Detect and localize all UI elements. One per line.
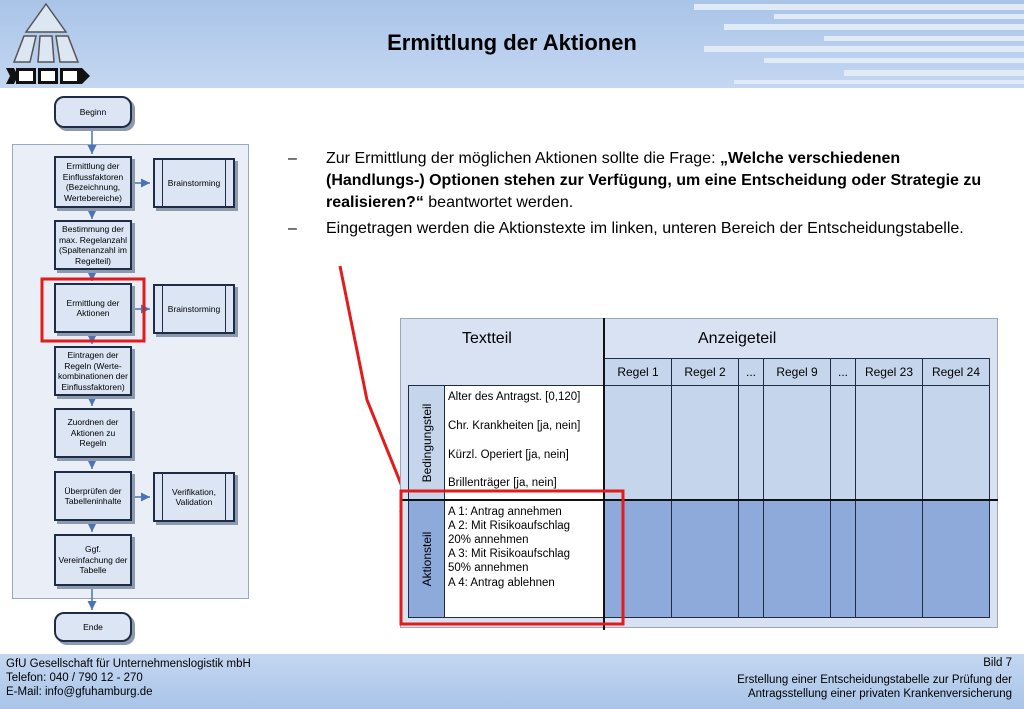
footer-phone: Telefon: 040 / 790 12 - 270 bbox=[6, 672, 143, 684]
bedingungsteil-label: Bedingungsteil bbox=[420, 403, 434, 483]
action-row: A 3: Mit Risikoaufschlag bbox=[448, 548, 571, 560]
flow-side-step-2: Brainstorming bbox=[153, 284, 235, 334]
bullet-1-post: beantwortet werden. bbox=[423, 194, 574, 211]
flow-step-1: Ermittlung der Einflussfaktoren (Bezeichnung, Wertebereiche) bbox=[54, 156, 132, 208]
rule-header: Regel 2 bbox=[671, 358, 739, 386]
table-textteil-label: Textteil bbox=[462, 330, 512, 347]
flow-side-step-3: Verifikation, Validation bbox=[153, 472, 235, 522]
flow-step-7: Ggf. Vereinfachung der Tabelle bbox=[54, 534, 132, 586]
condition-row: Alter des Antragst. [0,120] bbox=[448, 391, 581, 403]
action-row: A 2: Mit Risikoaufschlag bbox=[448, 520, 571, 532]
aktionsteil-label: Aktionsteil bbox=[420, 531, 434, 587]
action-row: 50% annehmen bbox=[448, 562, 529, 574]
rule-header: Regel 9 bbox=[763, 358, 831, 386]
condition-row: Kürzl. Operiert [ja, nein] bbox=[448, 449, 569, 461]
flow-step-4: Eintragen der Regeln (Werte-kombinationen der Einflussfaktoren) bbox=[54, 346, 132, 396]
flow-step-5: Zuordnen der Aktionen zu Regeln bbox=[54, 408, 132, 458]
footer-company: GfU Gesellschaft für Unternehmenslogistik mbH bbox=[6, 658, 251, 670]
rule-header: Regel 1 bbox=[604, 358, 672, 386]
bullet-1-pre: Zur Ermittlung der möglichen Aktionen sollte die Frage: bbox=[326, 150, 720, 167]
flow-start-node: Beginn bbox=[54, 96, 132, 128]
bullet-2-text: Eingetragen werden die Aktionstexte im linken, unteren Bereich der Entscheidungstabelle. bbox=[326, 220, 964, 237]
condition-row: Brillenträger [ja, nein] bbox=[448, 477, 557, 489]
bullet-dash: – bbox=[288, 150, 297, 167]
flow-step-6: Überprüfen der Tabelleninhalte bbox=[54, 471, 132, 521]
action-row: A 1: Antrag annehmen bbox=[448, 506, 562, 518]
rule-header: Regel 23 bbox=[855, 358, 923, 386]
footer-email: E-Mail: info@gfuhamburg.de bbox=[6, 686, 153, 698]
action-row: 20% annehmen bbox=[448, 534, 529, 546]
page-title: Ermittlung der Aktionen bbox=[387, 30, 637, 55]
bullet-dash: – bbox=[288, 220, 297, 237]
rule-header: ... bbox=[738, 358, 764, 386]
rule-header: Regel 24 bbox=[922, 358, 990, 386]
bullet-1-bold: „Welche verschiedenen (Handlungs-) Optionen stehen zur Verfügung, um eine Entscheidung oder Strategie zu realisieren?“ bbox=[326, 150, 982, 211]
condition-row: Chr. Krankheiten [ja, nein] bbox=[448, 420, 581, 432]
footer-subtitle-2: Antragsstellung einer privaten Krankenversicherung bbox=[747, 688, 1012, 700]
flow-step-3: Ermittlung der Aktionen bbox=[54, 283, 132, 333]
action-row: A 4: Antrag ablehnen bbox=[448, 577, 555, 589]
flow-end-node: Ende bbox=[54, 612, 132, 642]
footer-subtitle-1: Erstellung einer Entscheidungstabelle zur Prüfung der bbox=[737, 674, 1012, 686]
flow-side-step-1: Brainstorming bbox=[153, 158, 235, 208]
highlight-box-table bbox=[401, 491, 623, 624]
table-anzeigeteil-label: Anzeigeteil bbox=[698, 330, 777, 347]
rule-header: ... bbox=[830, 358, 856, 386]
footer-slide-number: Bild 7 bbox=[983, 657, 1012, 669]
flow-step-2: Bestimmung der max. Regelanzahl (Spaltenanzahl im Regelteil) bbox=[54, 220, 132, 270]
